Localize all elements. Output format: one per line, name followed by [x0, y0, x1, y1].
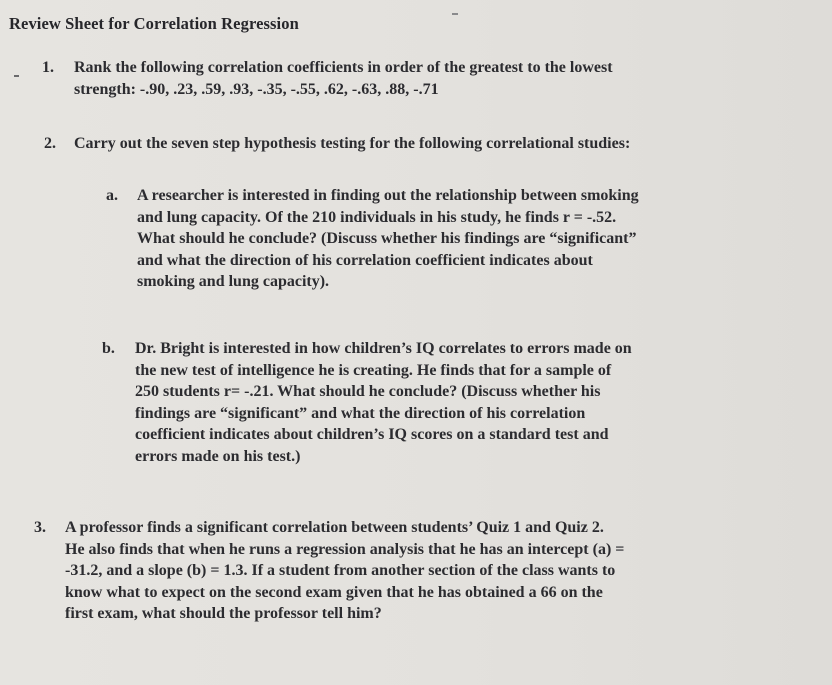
question-line: strength: -.90, .23, .59, .93, -.35, -.55, .62, -.63, .88, -.71	[74, 80, 439, 98]
question-number: 2.	[44, 135, 56, 152]
question-number: 3.	[34, 519, 46, 536]
question-line: A professor finds a significant correlation between students’ Quiz 1 and Quiz 2.	[65, 519, 604, 536]
question-text	[65, 517, 624, 625]
part-line: Dr. Bright is interested in how children’s IQ correlates to errors made on	[135, 340, 632, 357]
question-line: know what to expect on the second exam given that he has obtained a 66 on the	[65, 583, 603, 601]
question-line: Rank the following correlation coefficients in order of the greatest to the lowest	[74, 59, 613, 76]
part-line: What should he conclude? (Discuss whether his findings are “significant”	[137, 230, 637, 247]
question-number: 1.	[42, 59, 54, 76]
stray-pen-mark	[452, 13, 458, 15]
part-text	[137, 185, 639, 293]
part-line: findings are “significant” and what the direction of his correlation	[135, 404, 586, 422]
margin-mark	[14, 75, 19, 77]
part-text	[135, 338, 632, 467]
question-line: He also finds that when he runs a regression analysis that he has an intercept (a) =	[65, 540, 625, 558]
question-line: first exam, what should the professor tell him?	[65, 605, 382, 622]
part-letter: a.	[106, 187, 118, 204]
part-line: the new test of intelligence he is creating. He finds that for a sample of	[135, 361, 612, 379]
part-line: and lung capacity. Of the 210 individuals in his study, he finds r = -.52.	[137, 208, 617, 226]
question-text	[74, 57, 613, 100]
part-line: and what the direction of his correlation coefficient indicates about	[137, 251, 593, 269]
part-line: A researcher is interested in finding out the relationship between smoking	[137, 187, 639, 204]
question-line: -31.2, and a slope (b) = 1.3. If a student from another section of the class wants to	[65, 562, 616, 579]
question-text	[74, 133, 630, 155]
part-letter: b.	[102, 340, 115, 357]
question-line: Carry out the seven step hypothesis testing for the following correlational studies:	[74, 135, 631, 152]
part-line: smoking and lung capacity).	[137, 273, 330, 290]
page-title: Review Sheet for Correlation Regression	[9, 14, 299, 33]
part-line: 250 students r= -.21. What should he conclude? (Discuss whether his	[135, 383, 601, 400]
part-line: errors made on his test.)	[135, 447, 301, 465]
part-line: coefficient indicates about children’s IQ scores on a standard test and	[135, 426, 609, 443]
